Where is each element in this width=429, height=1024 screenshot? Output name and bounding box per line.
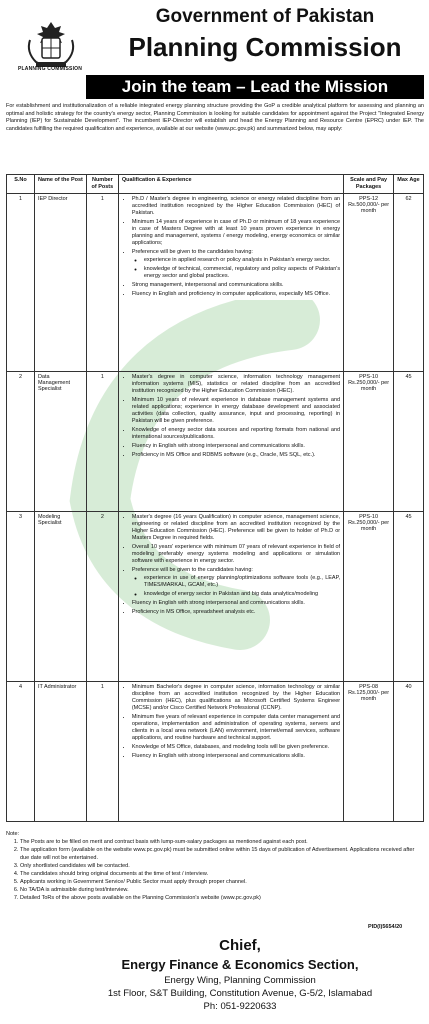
column-header: Qualification & Experience xyxy=(118,175,343,194)
qualification-item: • Proficiency in MS Office and RDBMS software (e.g., Oracle, MS SQL, etc.). xyxy=(132,452,340,459)
header xyxy=(6,4,424,74)
qualification-item: • Master's degree in computer science, information technology management information systems (MIS), statistics or related discipline from an accredited institution recognized by the Higher Education Commission (HEC). xyxy=(132,374,340,395)
column-header: S.No xyxy=(7,175,35,194)
column-header: Scale and Pay Packages xyxy=(344,175,394,194)
pay-scale: PPS-12 xyxy=(359,196,379,202)
emblem-caption: PLANNING COMMISSION xyxy=(18,66,83,72)
max-age: 45 xyxy=(394,372,424,512)
number-of-posts: 1 xyxy=(86,682,118,822)
qualification-cell xyxy=(118,372,343,512)
post-name: IEP Director xyxy=(34,194,86,372)
qualification-item: • Minimum 14 years of experience in case of Ph.D or minimum of 18 years experience in case of Masters Degree with at least 10 years proven experience in energy planning and management, systems / energy modeling, energy economics or similar applications; xyxy=(132,219,340,247)
pay-scale: PPS-10 xyxy=(359,374,379,380)
max-age: 62 xyxy=(394,194,424,372)
intro-paragraph: For establishment and institutionalization of a reliable integrated energy planning structure providing the GoP a credible analytical platform for assessing and planning an optimal and holistic strategy for the country's energy sector, Planning Commission is looking for suitable candidates for appointment against the Project "Integrated Energy Planning (IEP) for Sustainable Development". The incumbent IEP-Director will establish and head the Energy Planning and Resource Centre (EPRC) under IEP. The candidates fulfilling the required qualification and experience, available at our website (www.pc.gov.pk) and summarized below, may apply: xyxy=(6,103,424,132)
qualification-cell xyxy=(118,194,343,372)
contact-section: Energy Finance & Economics Section, xyxy=(121,957,359,972)
qualification-cell xyxy=(118,512,343,682)
pay-amount: Rs.500,000/- per month xyxy=(348,202,390,214)
sub-item: ◦ experience in applied research or policy analysis in Pakistan's energy sector. xyxy=(144,257,340,264)
column-header: Max Age xyxy=(394,175,424,194)
qualification-item xyxy=(132,567,340,598)
pay-amount: Rs.250,000/- per month xyxy=(348,520,390,532)
note-item: 6. No TA/DA is admissible during test/interview. xyxy=(20,886,424,894)
pay-package xyxy=(344,682,394,822)
pay-amount: Rs.125,000/- per month xyxy=(348,690,390,702)
qualification-item: • Minimum Bachelor's degree in computer science, information technology or similar discipline from an accredited institution recognized by the Higher Education Commission (HEC), plus qualifications as Microsoft Certified Systems Engineer (MCSE) and/or Cisco Certified Network Professional (CCNP). xyxy=(132,684,340,712)
note-item: 5. Applicants working in Government Service/ Public Sector must apply through proper channel. xyxy=(20,878,424,886)
qualification-item: • Overall 10 years' experience with minimum 07 years of relevant experience in field of modeling preferably energy systems modeling and applications or simulation software with experience in energy sector. xyxy=(132,544,340,565)
table-header-row xyxy=(7,175,424,194)
contact-title: Chief, xyxy=(219,937,261,954)
contact-phone: Ph: 051-9220633 xyxy=(203,1001,277,1012)
contact-wing: Energy Wing, Planning Commission xyxy=(164,975,316,986)
post-name: IT Administrator xyxy=(34,682,86,822)
qualification-item: • Master's degree (16 years Qualification) in computer science, management science, engineering or related discipline from an accredited institution recognized by the Higher Education Commission (HEC). Preference will be given to holder of Ph.D or Masters Degree in required fields. xyxy=(132,514,340,542)
contact-footer xyxy=(60,936,420,1013)
post-name: Modeling Specialist xyxy=(34,512,86,682)
note-item: 3. Only shortlisted candidates will be contacted. xyxy=(20,862,424,870)
slogan-banner: Join the team – Lead the Mission xyxy=(86,75,424,99)
qualification-item: • Knowledge of MS Office, databases, and modeling tools will be given preference. xyxy=(132,744,340,751)
qualification-item: • Fluency in English with strong interpersonal and communications skills. xyxy=(132,443,340,450)
column-header: Number of Posts xyxy=(86,175,118,194)
qualification-item: • Minimum five years of relevant experience in computer data center management and operations, implementation and administration of operating systems, servers and clients in a local area network (LAN) environment, internet/email services, software applications, and routine hardware and technical support. xyxy=(132,714,340,742)
serial-number: 2 xyxy=(7,372,35,512)
positions-table xyxy=(6,174,424,822)
publication-id: PID(I)5654/20 xyxy=(368,924,403,930)
qualification-item: • Knowledge of energy sector data sources and reporting formats from national and international sources/publications. xyxy=(132,427,340,441)
notes-section xyxy=(6,830,424,902)
table-row xyxy=(7,512,424,682)
column-header: Name of the Post xyxy=(34,175,86,194)
qualification-item: • Minimum 10 years of relevant experience in database management systems and related applications; experience in energy database development and associated activities (data collection, quality assurance, input and processing, reporting) in Pakistan will be given preference. xyxy=(132,397,340,425)
qualification-item: • Fluency in English with strong interpersonal and communications skills. xyxy=(132,753,340,760)
qualification-item: • Fluency in English with strong interpersonal and communications skills. xyxy=(132,600,340,607)
government-title: Government of Pakistan xyxy=(155,6,375,27)
contact-address: 1st Floor, S&T Building, Constitution Avenue, G-5/2, Islamabad xyxy=(107,988,373,999)
pay-package xyxy=(344,512,394,682)
qualification-cell xyxy=(118,682,343,822)
qualification-item: • Ph.D / Master's degree in engineering, science or energy related discipline from an accredited institution recognized by the Higher Education Commission (HEC) of Pakistan. xyxy=(132,196,340,217)
qualification-item xyxy=(132,249,340,280)
number-of-posts: 2 xyxy=(86,512,118,682)
notes-label: Note: xyxy=(6,831,20,837)
state-emblem-icon xyxy=(22,18,80,70)
qualification-item: • Proficiency in MS Office, spreadsheet analysis etc. xyxy=(132,609,340,616)
note-item: 7. Detailed ToRs of the above posts available on the Planning Commission's website (www.pc.gov.pk) xyxy=(20,894,424,902)
qualification-item: • Strong management, interpersonal and communications skills. xyxy=(132,282,340,289)
pay-scale: PPS-08 xyxy=(359,684,379,690)
pay-amount: Rs.250,000/- per month xyxy=(348,380,390,392)
sub-item: ◦ experience in use of energy planning/optimizations software tools (e.g., LEAP, TIMES/MARKAL, GCAM, etc.) xyxy=(144,575,340,589)
note-item: 2. The application form (available on the website www.pc.gov.pk) must be submitted online within 15 days of publication of Advertisement. Applications received after due date will not be entertained. xyxy=(20,846,424,862)
serial-number: 1 xyxy=(7,194,35,372)
number-of-posts: 1 xyxy=(86,194,118,372)
max-age: 40 xyxy=(394,682,424,822)
serial-number: 4 xyxy=(7,682,35,822)
table-row xyxy=(7,682,424,822)
serial-number: 3 xyxy=(7,512,35,682)
post-name: Data Management Specialist xyxy=(34,372,86,512)
table-row xyxy=(7,194,424,372)
qualification-text: Preference will be given to the candidates having: xyxy=(131,249,253,255)
organization-title: Planning Commission xyxy=(128,32,402,62)
qualification-text: Preference will be given to the candidates having: xyxy=(131,567,253,573)
sub-item: ◦ knowledge of energy sector in Pakistan and big data analytics/modeling xyxy=(144,591,340,598)
sub-item: ◦ knowledge of technical, commercial, regulatory and policy aspects of Pakistan's energy sector and global practices. xyxy=(144,266,340,280)
note-item: 4. The candidates should bring original documents at the time of test / interview. xyxy=(20,870,424,878)
max-age: 45 xyxy=(394,512,424,682)
pay-scale: PPS-10 xyxy=(359,514,379,520)
pay-package xyxy=(344,372,394,512)
note-item: 1. The Posts are to be filled on merit and contract basis with lump-sum-salary packages as mentioned against each post. xyxy=(20,838,424,846)
pay-package xyxy=(344,194,394,372)
table-row xyxy=(7,372,424,512)
number-of-posts: 1 xyxy=(86,372,118,512)
qualification-item: • Fluency in English and proficiency in computer applications, especially MS Office. xyxy=(132,291,340,298)
